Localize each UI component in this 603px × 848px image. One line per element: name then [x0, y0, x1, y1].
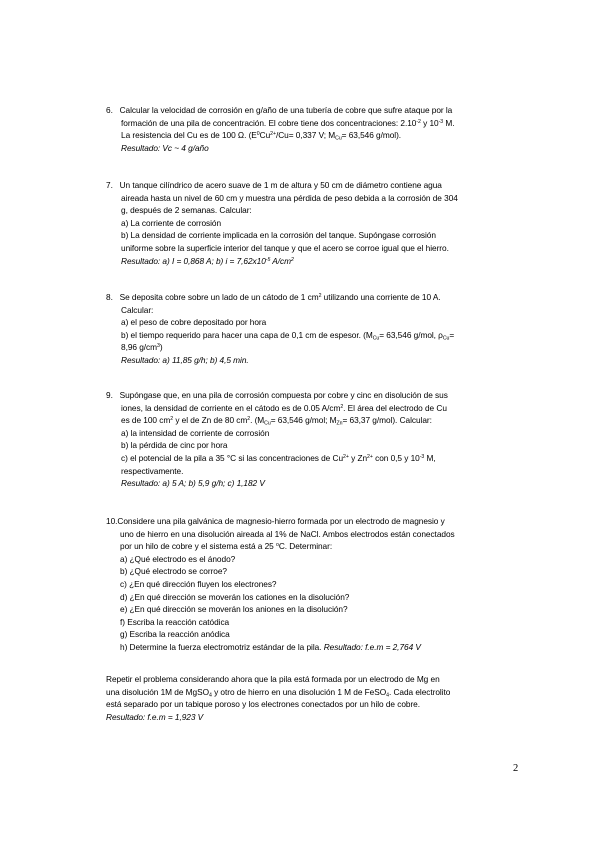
repeat-problem: Repetir el problema considerando ahora que la pila está formada por un electrodo de Mg en una disolución 1M de MgSO$_4$ y otro de hierro en una disolución 1 M de FeSO$_4$. Cada electrolito está separado por un tabique poroso y los electrones conectados por un hilo de cobre. Resultado: f.e.m = 1,923 V — [106, 673, 526, 723]
problem-number: 9. — [106, 390, 113, 400]
problem-result: Resultado: a) 5 A; b) 5,9 g/h; c) 1,182 V — [121, 478, 265, 489]
list-item: f) Escriba la reacción catódica — [120, 616, 230, 627]
problem-text: Calcular la velocidad de corrosión en g/año de una tubería de cobre que sufre ataque por la — [119, 105, 453, 115]
problem-number: 8. — [106, 292, 113, 302]
problem-result: Resultado: f.e.m = 2,764 V — [323, 641, 421, 652]
problem-9: 9. Supóngase que, en una pila de corrosión compuesta por cobre y cinc en disolución de sus iones, la densidad de corriente en el cátodo es de 0.05 $A/cm^2$. El área del electrodo de Cu es de 100 $cm^2$ y el de Zn de 80 $cm^2$. ($M_{Cu}= 63,546$ g/mol; $M_{Zn}= 63,37$ g/mol). Calcular: a) la intensidad de corriente de corrosión b) la pérdida de cinc por hora c) el potencial de la pila a 35 °C si las concentraciones de $Cu^{2+}$ y $Zn^{2+}$ con 0,5 y $10^{-3}$ M, respectivamente. Resultado: a) 5 A; b) 5,9 g/h; c) 1,182 V — [106, 389, 526, 490]
problem-number: 6. — [106, 105, 113, 115]
list-item: b) ¿Qué electrodo se corroe? — [120, 566, 227, 577]
list-item: e) ¿En qué dirección se moverán los aniones en la disolución? — [120, 604, 348, 615]
problem-result: Resultado: a) I = 0,868 A; b) $i = 7,62x10^{-5}$ $A/cm^2$ — [121, 255, 294, 266]
page-number: 2 — [513, 763, 519, 774]
problem-result: Resultado: a) 11,85 g/h; b) 4,5 min. — [121, 354, 249, 365]
problem-8: 8. Se deposita cobre sobre un lado de un cátodo de 1 $cm^2$ utilizando una corriente de 10 A. Calcular: a) el peso de cobre depositado por hora b) el tiempo requerido para hacer una capa de 0,1 cm de espesor. ($M_{Cu}= 63,546$ g/mol, $\rho_{Cu}=$ 8,96 $g/cm^3$) Resultado: a) 11,85 g/h; b) 4,5 min. — [106, 291, 526, 367]
question-list — [106, 553, 536, 654]
list-item: d) ¿En qué dirección se moverán los cationes en la disolución? — [120, 591, 350, 602]
problem-result: Resultado: Vc ~ 4 g/año — [121, 142, 209, 153]
problem-7: 7. Un tanque cilíndrico de acero suave de 1 m de altura y 50 cm de diámetro contiene agua aireada hasta un nivel de 60 cm y muestra una pérdida de peso debida a la corrosión de 304 g, después de 2 semanas. Calcular: a) La corriente de corrosión b) La densidad de corriente implicada en la corrosión del tanque. Supóngase corrosión uniforme sobre la superficie interior del tanque y que el acero se corroe igual que el hierro. Resultado: a) I = 0,868 A; b) $i = 7,62x10^{-5}$ $A/cm^2$ — [106, 179, 526, 267]
list-item: c) ¿En qué dirección fluyen los electrones? — [120, 578, 277, 589]
problem-number: 7. — [106, 180, 113, 190]
problem-result: Resultado: f.e.m = 1,923 V — [106, 711, 204, 722]
problem-number: 10. — [106, 516, 118, 526]
list-item: g) Escriba la reacción anódica — [120, 629, 230, 640]
problem-6: 6. Calcular la velocidad de corrosión en g/año de una tubería de cobre que sufre ataque por la formación de una pila de concentración. El cobre tiene dos concentraciones: $2.10^{-2}$ y $10^{-3}$ M. La resistencia del Cu es de 100 Ω. ($E^0Cu^{2+}/Cu= 0,337$ V; $M_{Cu}= 63,546$ g/mol). Resultado: Vc ~ 4 g/año — [106, 104, 526, 154]
list-item: h) Determine la fuerza electromotriz estándar de la pila. Resultado: f.e.m = 2,764 V — [120, 641, 421, 652]
problem-10: 10.Considere una pila galvánica de magnesio-hierro formada por un electrodo de magnesio y uno de hierro en una disolución aireada al 1% de NaCl. Ambos electrodos están conectados por un hilo de cobre y el sistema está a 25 $^o$C. Determinar: a) ¿Qué electrodo es el ánodo? b) ¿Qué electrodo se corroe? c) ¿En qué dirección fluyen los electrones? d) ¿En qué dirección se moverán los cationes en la disolución? e) ¿En qué dirección se moverán los aniones en la disolución? f) Escriba la reacción catódica g) Escriba la reacción anódica h) Determine la fuerza electromotriz estándar de la pila. Resultado: f.e.m = 2,764 V — [106, 515, 536, 654]
list-item: a) ¿Qué electrodo es el ánodo? — [120, 553, 236, 564]
